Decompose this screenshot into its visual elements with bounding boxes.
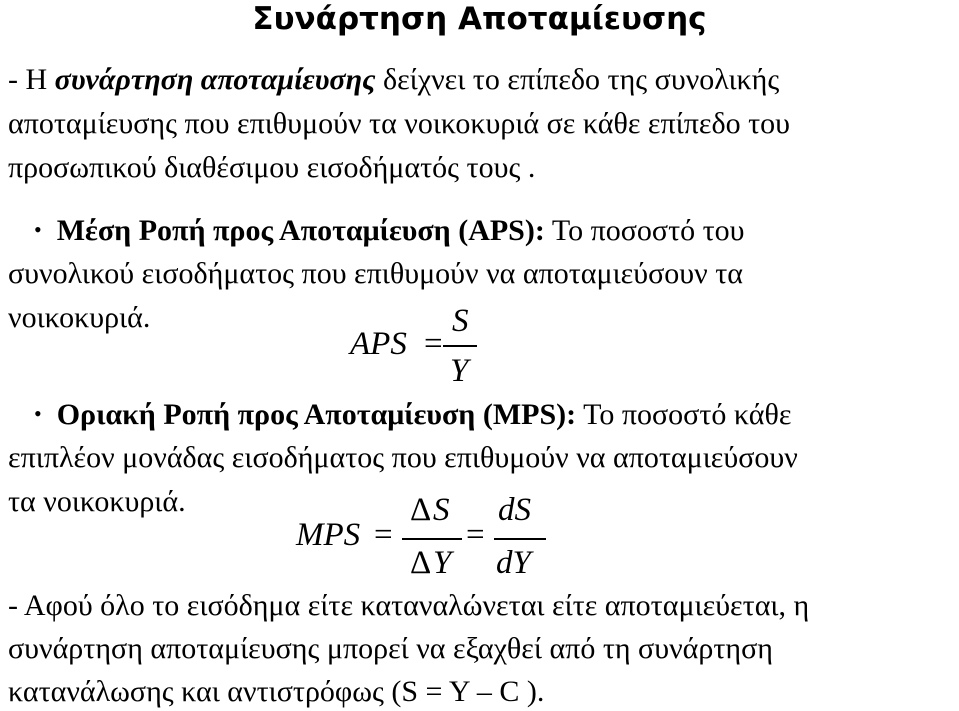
aps-line-1-rest: Το ποσοστό του	[544, 214, 745, 247]
mps-formula-equals-2: =	[466, 517, 485, 553]
mps-formula-numerator-1: S	[433, 492, 450, 528]
mps-formula-numerator-2: dS	[498, 492, 531, 528]
mps-formula-equals-1: =	[374, 517, 393, 553]
intro-term: συνάρτηση αποταμίευσης	[54, 63, 376, 96]
delta-icon: Δ	[410, 545, 432, 581]
aps-formula-equals: =	[424, 326, 443, 362]
mps-line-3: τα νοικοκυριά.	[8, 485, 186, 518]
aps-line-1	[34, 212, 745, 249]
mps-formula-denominator-2: dY	[496, 545, 531, 581]
mps-fraction-bar-1	[402, 538, 462, 540]
aps-heading: Μέση Ροπή προς Αποταμίευση (APS):	[56, 214, 545, 247]
closing-line-3: κατανάλωσης και αντιστρόφως (S = Y – C ).	[8, 675, 545, 708]
aps-formula-denominator: Y	[450, 353, 469, 389]
aps-formula-numerator: S	[452, 303, 469, 339]
mps-line-1-rest: Το ποσοστό κάθε	[576, 398, 792, 431]
mps-line-1	[34, 396, 791, 433]
intro-line-1-rest: δείχνει το επίπεδο της συνολικής	[375, 63, 780, 96]
aps-fraction-bar	[443, 345, 477, 347]
closing-line-2: συνάρτηση αποταμίευσης μπορεί να εξαχθεί από τη συνάρτηση	[8, 632, 773, 665]
intro-line-3: προσωπικού διαθέσιμου εισοδήματός τους .	[8, 151, 536, 184]
aps-formula-lhs: APS	[350, 326, 407, 362]
delta-icon: Δ	[410, 492, 432, 528]
intro-line-2: αποταμίευσης που επιθυμούν τα νοικοκυριά σε κάθε επίπεδο του	[8, 107, 791, 140]
aps-line-3: νοικοκυριά.	[8, 301, 151, 334]
intro-line-1	[8, 62, 779, 98]
closing-line-1: - Αφού όλο το εισόδημα είτε καταναλώνεται είτε αποταμιεύεται, η	[8, 589, 810, 622]
mps-fraction-bar-2	[494, 538, 546, 540]
mps-formula-lhs: MPS	[296, 517, 361, 553]
mps-heading: Οριακή Ροπή προς Αποταμίευση (MPS):	[56, 398, 577, 431]
mps-formula-denominator-1: Y	[433, 545, 452, 581]
page-title: Συνάρτηση Αποταμίευσης	[252, 1, 707, 37]
intro-dash: - Η	[8, 63, 55, 96]
bullet-icon: •	[34, 401, 42, 426]
aps-line-2: συνολικού εισοδήματος που επιθυμούν να αποταμιεύσουν τα	[8, 257, 743, 290]
mps-line-2: επιπλέον μονάδας εισοδήματος που επιθυμούν να αποταμιεύσουν	[8, 441, 798, 474]
bullet-icon: •	[34, 217, 42, 242]
